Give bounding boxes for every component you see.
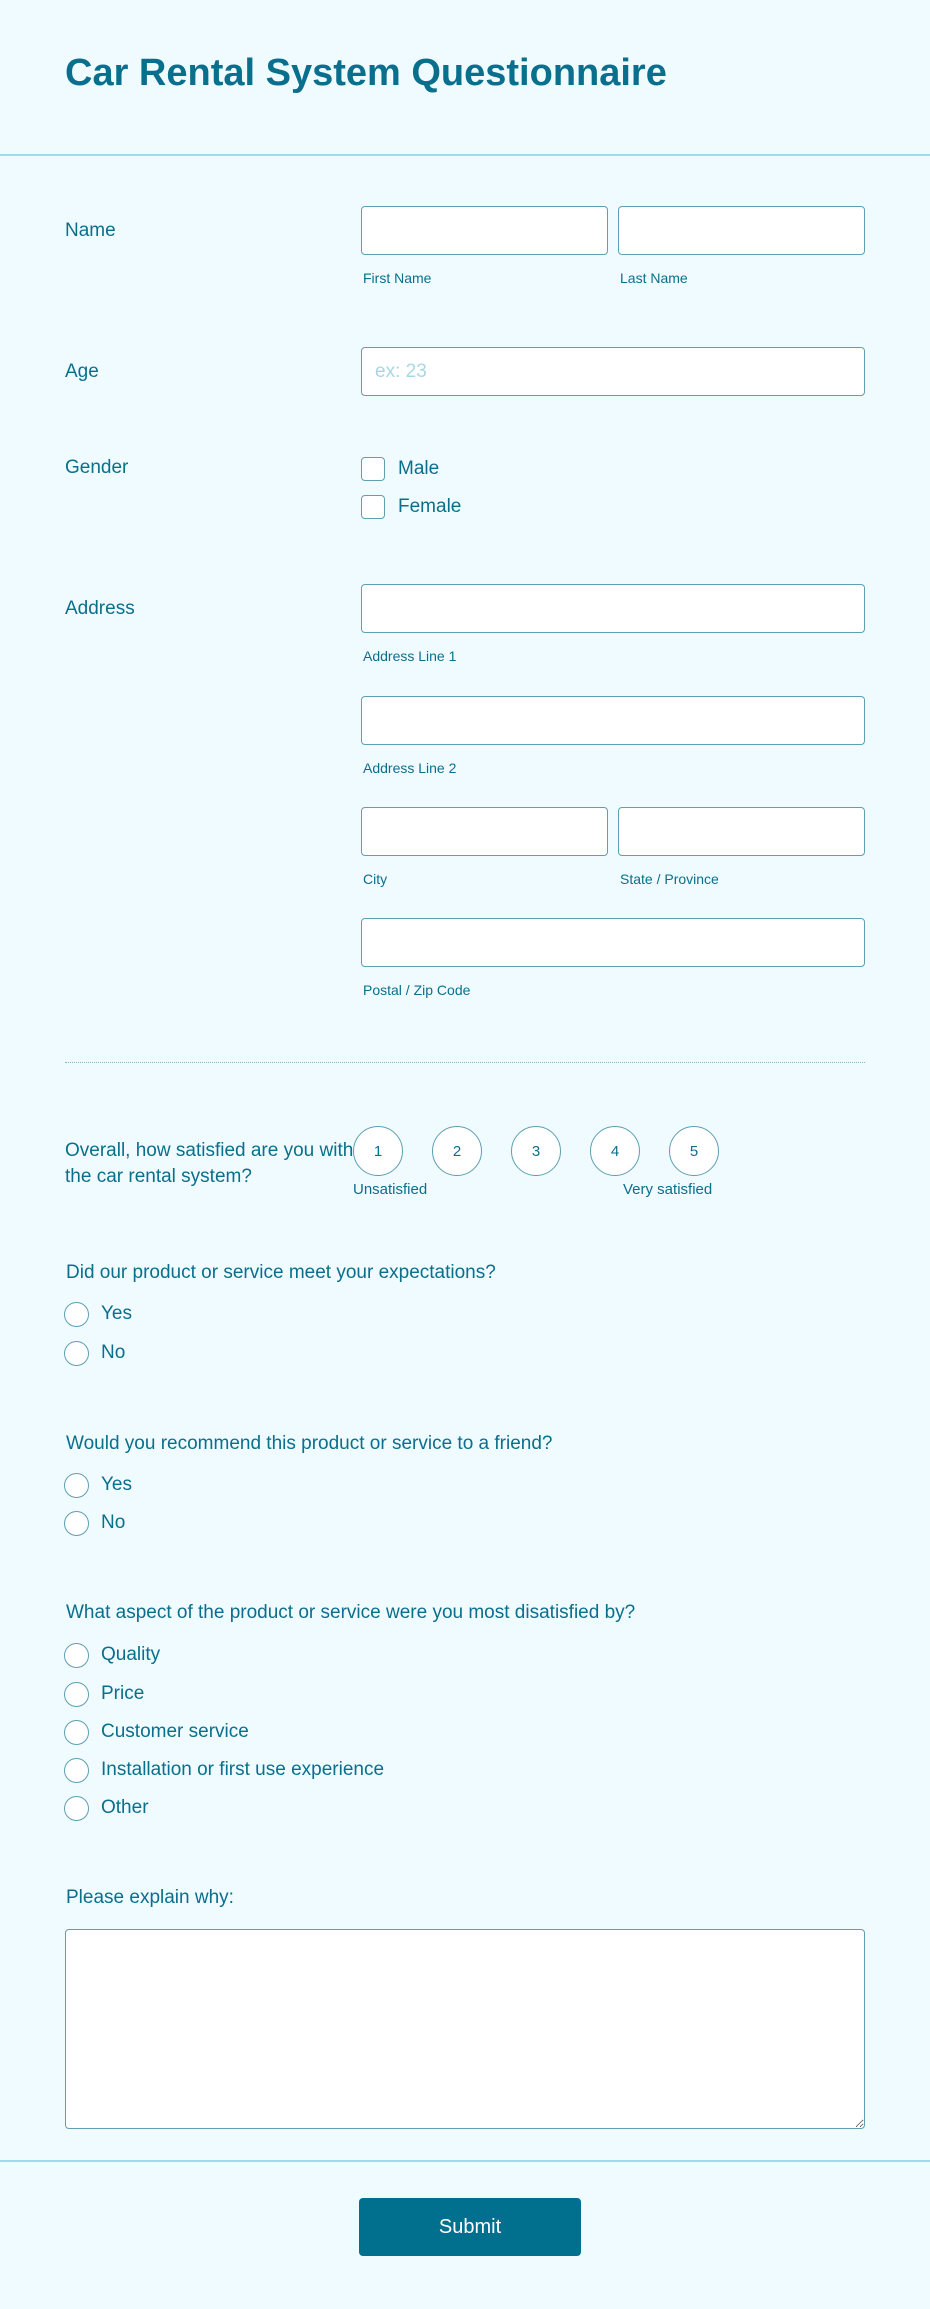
explain-textarea[interactable] bbox=[65, 1929, 865, 2129]
q2-yes-radio[interactable] bbox=[64, 1473, 89, 1498]
city-input[interactable] bbox=[361, 807, 608, 856]
q3-price-label: Price bbox=[101, 1683, 145, 1704]
last-name-sublabel: Last Name bbox=[620, 270, 688, 286]
postal-input[interactable] bbox=[361, 918, 865, 967]
q2-yes-label: Yes bbox=[101, 1474, 132, 1495]
first-name-sublabel: First Name bbox=[363, 270, 432, 286]
q1-yes-label: Yes bbox=[101, 1303, 132, 1324]
rating-question: Overall, how satisfied are you with the car rental system? bbox=[65, 1140, 354, 1187]
rating-2[interactable]: 2 bbox=[432, 1126, 482, 1176]
q3-installation-radio[interactable] bbox=[64, 1758, 89, 1783]
q2-question: Would you recommend this product or service to a friend? bbox=[66, 1433, 553, 1454]
q3-quality-radio[interactable] bbox=[64, 1643, 89, 1668]
q2-no-label: No bbox=[101, 1512, 126, 1533]
gender-label: Gender bbox=[65, 457, 129, 478]
state-sublabel: State / Province bbox=[620, 871, 719, 887]
q3-price-radio[interactable] bbox=[64, 1682, 89, 1707]
q2-no-radio[interactable] bbox=[64, 1511, 89, 1536]
female-checkbox[interactable] bbox=[361, 495, 385, 519]
name-label: Name bbox=[65, 220, 116, 241]
state-input[interactable] bbox=[618, 807, 865, 856]
postal-sublabel: Postal / Zip Code bbox=[363, 982, 471, 998]
q3-quality-label: Quality bbox=[101, 1644, 161, 1665]
last-name-input[interactable] bbox=[618, 206, 865, 255]
header-divider bbox=[0, 154, 930, 156]
address-line1-input[interactable] bbox=[361, 584, 865, 633]
address-line2-input[interactable] bbox=[361, 696, 865, 745]
rating-low-label: Unsatisfied bbox=[353, 1181, 428, 1198]
q1-no-label: No bbox=[101, 1342, 126, 1363]
rating-3[interactable]: 3 bbox=[511, 1126, 561, 1176]
age-input[interactable] bbox=[361, 347, 865, 396]
footer-divider bbox=[0, 2160, 930, 2162]
form-title: Car Rental System Questionnaire bbox=[65, 52, 667, 94]
city-sublabel: City bbox=[363, 871, 388, 887]
q1-no-radio[interactable] bbox=[64, 1341, 89, 1366]
female-option-label: Female bbox=[398, 496, 462, 517]
age-label: Age bbox=[65, 361, 99, 382]
q1-question: Did our product or service meet your expectations? bbox=[66, 1262, 496, 1283]
q3-customer-service-radio[interactable] bbox=[64, 1720, 89, 1745]
rating-5[interactable]: 5 bbox=[669, 1126, 719, 1176]
first-name-input[interactable] bbox=[361, 206, 608, 255]
submit-button[interactable]: Submit bbox=[359, 2198, 581, 2256]
q3-customer-service-label: Customer service bbox=[101, 1721, 249, 1742]
rating-1[interactable]: 1 bbox=[353, 1126, 403, 1176]
q3-other-label: Other bbox=[101, 1797, 149, 1818]
male-checkbox[interactable] bbox=[361, 457, 385, 481]
q3-other-radio[interactable] bbox=[64, 1796, 89, 1821]
rating-high-label: Very satisfied bbox=[623, 1181, 713, 1198]
q1-yes-radio[interactable] bbox=[64, 1302, 89, 1327]
explain-label: Please explain why: bbox=[66, 1887, 234, 1908]
address-label: Address bbox=[65, 598, 135, 619]
male-option-label: Male bbox=[398, 458, 440, 479]
q3-question: What aspect of the product or service were you most disatisfied by? bbox=[66, 1602, 636, 1623]
address-line2-sublabel: Address Line 2 bbox=[363, 760, 457, 776]
q3-installation-label: Installation or first use experience bbox=[101, 1759, 385, 1780]
address-line1-sublabel: Address Line 1 bbox=[363, 648, 457, 664]
rating-4[interactable]: 4 bbox=[590, 1126, 640, 1176]
section-divider bbox=[65, 1062, 865, 1063]
